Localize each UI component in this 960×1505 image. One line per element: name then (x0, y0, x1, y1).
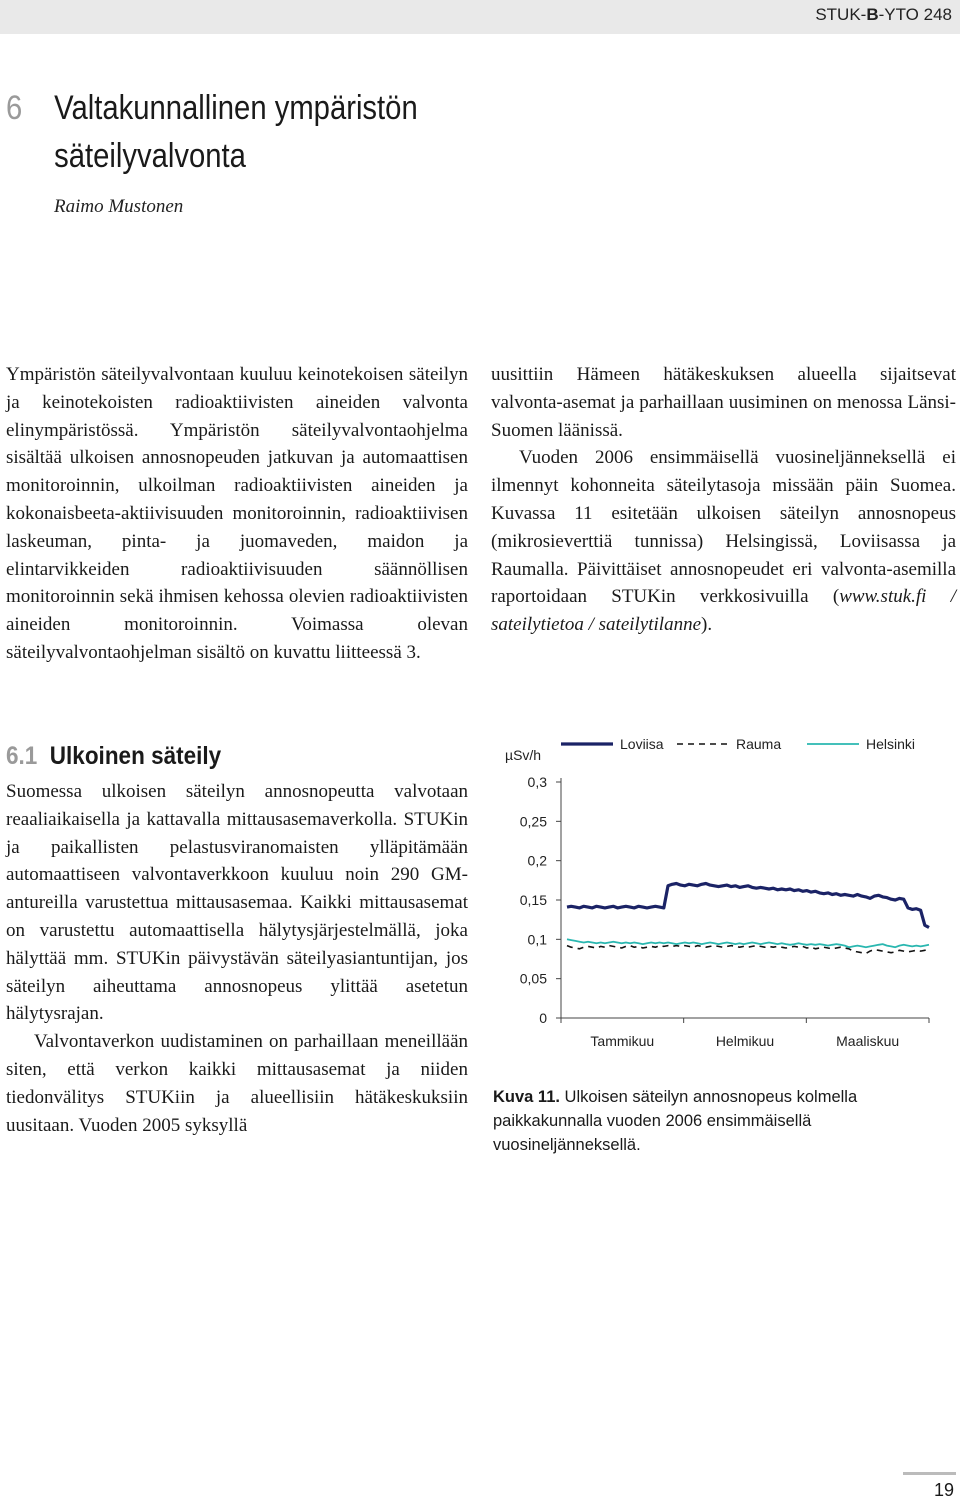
y-tick-label: 0,3 (527, 774, 547, 790)
right-body-text (491, 361, 956, 639)
chapter-title-line1: Valtakunnallinen ympäristön (54, 89, 418, 127)
dose-rate-chart (491, 720, 951, 1060)
page-number-rule (903, 1472, 956, 1475)
legend (561, 736, 915, 752)
y-axis (505, 747, 561, 1026)
page-number: 19 (934, 1480, 955, 1500)
y-tick-label: 0,2 (527, 852, 547, 869)
page-header (0, 0, 960, 34)
y-tick-label: 0,1 (527, 931, 547, 948)
series-label: STUK-B-YTO 248 (815, 5, 952, 24)
y-tick-label: 0,05 (519, 970, 547, 987)
left-paragraph-1: Ympäristön säteilyvalvontaan kuuluu keinotekoisen säteilyn ja keinotekoisten radioaktiivisten aineiden valvonta elinympäristössä. Ympäristön säteilyvalvontaohjelma sisältää ulkoisen annosnopeuden jatkuvan ja automaattisen monitoroinnin, ulkoilman radioaktiivisten aineiden ja kokonaisbeeta-aktiivisuuden monitoroinnin, radioaktiivisen laskeuman, pinta- ja juomaveden, maidon ja elintarvikkeiden radioaktiivisuuden säännöllisen monitoroinnin sekä ihmisen kehossa olevien radioaktiivisten aineiden monitoroinnin. Voimassa olevan säteilyvalvontaohjelman sisältö on kuvattu liitteessä 3. (6, 364, 468, 663)
x-axis (561, 1018, 929, 1049)
left-body-text (6, 778, 468, 1139)
right-paragraph-2: Vuoden 2006 ensimmäisellä vuosineljänneksellä ei ilmennyt kohonneita säteilytasoja missään päin Suomea. Kuvassa 11 esitetään ulkoisen säteilyn annosnopeus (mikrosieverttiä tunnissa) Helsingissä, Loviisassa ja Raumalla. Päivittäiset annosnopeudet eri valvonta-asemilla raportoidaan STUKin verkkosivuilla (www.stuk.fi / sateilytietoa / sateilytilanne). (491, 447, 956, 636)
y-tick-label: 0,25 (519, 813, 547, 830)
legend-label-rauma: Rauma (736, 736, 782, 752)
right-paragraph-1: uusittiin Hämeen hätäkeskuksen alueella sijaitsevat valvonta-asemat ja parhaillaan uusiminen on menossa Länsi-Suomen läänissä. (491, 364, 956, 441)
section-heading (6, 742, 221, 771)
section-title: Ulkoinen säteily (49, 742, 222, 770)
series-layer (567, 884, 929, 954)
left-paragraph-2: Suomessa ulkoisen säteilyn annosnopeutta valvotaan reaaliaikaisella ja kattavalla mittausasemaverkolla. STUKin ja paikallisten pelastusviranomaisten ylläpitämään automaattiseen valvontaverkkoon kuuluu noin 290 GM-antureilla varustettua mittausasemaa. Kaikki mittausasemat on varustettu automaattisella hälytysjärjestelmällä, joka hälyttää mm. STUKin päivystävän säteilyasiantuntijan, jos säteilyn aiheuttama annosnopeus ylittää asetetun hälytysrajan. (6, 781, 468, 1025)
stuk-website-link[interactable]: www.stuk.fi / sateilytietoa / sateilytilanne (491, 586, 956, 636)
x-tick-label: Tammikuu (590, 1033, 655, 1049)
legend-label-loviisa: Loviisa (620, 736, 664, 752)
series-line-loviisa (567, 884, 929, 928)
x-tick-label: Maaliskuu (836, 1033, 900, 1049)
chapter-number: 6 (6, 89, 23, 127)
chapter-title-line2: säteilyvalvonta (54, 137, 246, 175)
y-tick-label: 0,15 (519, 892, 547, 908)
y-axis-unit-label: µSv/h (505, 747, 542, 763)
x-tick-label: Helmikuu (715, 1033, 775, 1049)
caption-text: Ulkoisen säteilyn annosnopeus kolmella paikkakunnalla vuoden 2006 ensimmäisellä vuosineljänneksellä. (493, 1088, 858, 1154)
figure-caption (493, 1085, 923, 1157)
left-paragraph-3: Valvontaverkon uudistaminen on parhaillaan meneillään siten, että verkon kaikki mittausasemat ja niiden tiedonvälitys STUKiin ja alueellisiin hätäkeskuksiin uusitaan. Vuoden 2005 syksyllä (6, 1031, 468, 1136)
section-number: 6.1 (6, 742, 38, 770)
series-line-rauma (567, 946, 929, 954)
series-line-helsinki (567, 939, 929, 947)
legend-label-helsinki: Helsinki (866, 736, 916, 752)
y-tick-label: 0 (539, 1010, 547, 1026)
caption-label: Kuva 11. (493, 1088, 560, 1106)
author: Raimo Mustonen (54, 196, 184, 217)
